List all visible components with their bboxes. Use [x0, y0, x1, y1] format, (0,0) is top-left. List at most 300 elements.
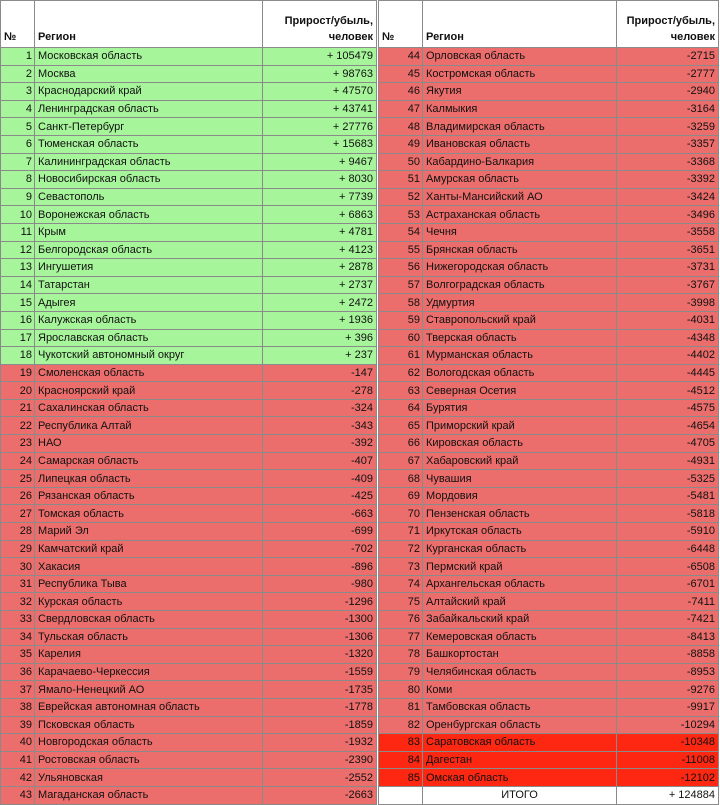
row-value: -2777 — [617, 65, 719, 83]
row-value: -1735 — [263, 681, 377, 699]
value-header-line2: человек — [670, 31, 715, 43]
row-number: 69 — [379, 487, 423, 505]
row-number: 30 — [1, 558, 35, 576]
row-value: -9276 — [617, 681, 719, 699]
table-row — [1, 435, 377, 453]
row-region: Амурская область — [423, 171, 617, 189]
table-row — [1, 452, 377, 470]
row-number: 15 — [1, 294, 35, 312]
row-number: 82 — [379, 716, 423, 734]
row-number: 18 — [1, 347, 35, 365]
table-row — [379, 382, 719, 400]
row-value: -409 — [263, 470, 377, 488]
table-row — [1, 681, 377, 699]
table-row — [379, 347, 719, 365]
row-region: Ивановская область — [423, 135, 617, 153]
table-row — [379, 135, 719, 153]
row-number: 54 — [379, 223, 423, 241]
row-number: 26 — [1, 487, 35, 505]
row-number: 10 — [1, 206, 35, 224]
row-number: 42 — [1, 769, 35, 787]
row-region: Приморский край — [423, 417, 617, 435]
row-value: -2390 — [263, 751, 377, 769]
row-number: 20 — [1, 382, 35, 400]
row-number: 85 — [379, 769, 423, 787]
row-value: -2552 — [263, 769, 377, 787]
row-value: + 27776 — [263, 118, 377, 136]
table-row — [379, 628, 719, 646]
table-row — [379, 83, 719, 101]
row-region: Крым — [35, 223, 263, 241]
row-value: -3767 — [617, 276, 719, 294]
row-number: 70 — [379, 505, 423, 523]
row-number: 36 — [1, 663, 35, 681]
row-region: Камчатский край — [35, 540, 263, 558]
row-number: 19 — [1, 364, 35, 382]
row-number: 3 — [1, 83, 35, 101]
table-row — [379, 505, 719, 523]
row-value: -3496 — [617, 206, 719, 224]
table-row — [379, 470, 719, 488]
row-region: Архангельская область — [423, 575, 617, 593]
num-header: № — [1, 1, 35, 48]
table-row — [379, 223, 719, 241]
row-region: Ингушетия — [35, 259, 263, 277]
row-number: 71 — [379, 523, 423, 541]
table-row — [1, 347, 377, 365]
table-row — [379, 206, 719, 224]
row-number: 21 — [1, 399, 35, 417]
row-region: Удмуртия — [423, 294, 617, 312]
row-region: Курская область — [35, 593, 263, 611]
table-row — [1, 153, 377, 171]
row-region: Севастополь — [35, 188, 263, 206]
row-number: 11 — [1, 223, 35, 241]
row-value: -3164 — [617, 100, 719, 118]
row-value: + 15683 — [263, 135, 377, 153]
table-row — [1, 540, 377, 558]
table-row — [379, 452, 719, 470]
row-region: Ставропольский край — [423, 311, 617, 329]
row-region: Забайкальский край — [423, 611, 617, 629]
row-number: 2 — [1, 65, 35, 83]
region-header: Регион — [35, 1, 263, 48]
row-region: Волгоградская область — [423, 276, 617, 294]
row-value: -2940 — [617, 83, 719, 101]
table-row — [379, 734, 719, 752]
row-region: Дагестан — [423, 751, 617, 769]
row-value: -1300 — [263, 611, 377, 629]
row-number: 58 — [379, 294, 423, 312]
header-row — [379, 1, 719, 48]
total-row — [379, 786, 719, 804]
table-row — [1, 769, 377, 787]
row-region: Алтайский край — [423, 593, 617, 611]
row-number: 50 — [379, 153, 423, 171]
row-number: 38 — [1, 698, 35, 716]
row-number: 43 — [1, 786, 35, 804]
row-number: 66 — [379, 435, 423, 453]
row-value: -10348 — [617, 734, 719, 752]
row-region: Пермский край — [423, 558, 617, 576]
row-number: 51 — [379, 171, 423, 189]
row-region: Саратовская область — [423, 734, 617, 752]
row-value: -4931 — [617, 452, 719, 470]
row-number: 67 — [379, 452, 423, 470]
row-number: 61 — [379, 347, 423, 365]
row-value: + 43741 — [263, 100, 377, 118]
row-region: Брянская область — [423, 241, 617, 259]
row-value: -5818 — [617, 505, 719, 523]
row-value: -1559 — [263, 663, 377, 681]
row-number: 44 — [379, 48, 423, 66]
table-row — [379, 48, 719, 66]
table-row — [1, 734, 377, 752]
value-header-line1: Прирост/убыль, — [626, 15, 715, 27]
row-region: Коми — [423, 681, 617, 699]
row-value: -5325 — [617, 470, 719, 488]
row-value: -4445 — [617, 364, 719, 382]
row-value: -9917 — [617, 698, 719, 716]
row-region: Липецкая область — [35, 470, 263, 488]
table-row — [1, 417, 377, 435]
table-row — [1, 505, 377, 523]
row-region: Республика Алтай — [35, 417, 263, 435]
row-region: Костромская область — [423, 65, 617, 83]
row-region: Ярославская область — [35, 329, 263, 347]
row-value: -1306 — [263, 628, 377, 646]
table-row — [1, 382, 377, 400]
row-number: 77 — [379, 628, 423, 646]
row-number: 57 — [379, 276, 423, 294]
table-row — [1, 65, 377, 83]
row-value: -3558 — [617, 223, 719, 241]
row-value: -4031 — [617, 311, 719, 329]
row-value: -7421 — [617, 611, 719, 629]
table-row — [1, 259, 377, 277]
row-value: -343 — [263, 417, 377, 435]
row-number: 7 — [1, 153, 35, 171]
row-number: 65 — [379, 417, 423, 435]
table-row — [1, 751, 377, 769]
row-number: 33 — [1, 611, 35, 629]
row-number: 79 — [379, 663, 423, 681]
table-row — [1, 611, 377, 629]
row-value: + 105479 — [263, 48, 377, 66]
row-region: НАО — [35, 435, 263, 453]
table-row — [379, 311, 719, 329]
row-value: + 2472 — [263, 294, 377, 312]
row-number: 29 — [1, 540, 35, 558]
row-value: -11008 — [617, 751, 719, 769]
row-number: 72 — [379, 540, 423, 558]
row-number: 49 — [379, 135, 423, 153]
table-row — [379, 294, 719, 312]
row-number: 37 — [1, 681, 35, 699]
row-region: Ленинградская область — [35, 100, 263, 118]
table-row — [1, 786, 377, 804]
table-row — [379, 593, 719, 611]
row-region: Бурятия — [423, 399, 617, 417]
table-row — [379, 751, 719, 769]
table-row — [1, 716, 377, 734]
row-number: 22 — [1, 417, 35, 435]
row-number: 27 — [1, 505, 35, 523]
row-value: + 6863 — [263, 206, 377, 224]
row-number: 41 — [1, 751, 35, 769]
row-region: Адыгея — [35, 294, 263, 312]
row-region: Москва — [35, 65, 263, 83]
row-number: 4 — [1, 100, 35, 118]
table-row — [1, 171, 377, 189]
row-number: 13 — [1, 259, 35, 277]
row-region: Орловская область — [423, 48, 617, 66]
row-number: 63 — [379, 382, 423, 400]
row-region: Чукотский автономный округ — [35, 347, 263, 365]
row-number: 34 — [1, 628, 35, 646]
row-region: Самарская область — [35, 452, 263, 470]
row-region: Ростовская область — [35, 751, 263, 769]
row-region: Псковская область — [35, 716, 263, 734]
row-number: 23 — [1, 435, 35, 453]
row-region: Оренбургская область — [423, 716, 617, 734]
table-row — [379, 364, 719, 382]
row-number: 40 — [1, 734, 35, 752]
row-number: 14 — [1, 276, 35, 294]
table-row — [1, 118, 377, 136]
row-region: Кемеровская область — [423, 628, 617, 646]
row-value: -3368 — [617, 153, 719, 171]
row-number: 76 — [379, 611, 423, 629]
row-number: 35 — [1, 646, 35, 664]
row-value: -1296 — [263, 593, 377, 611]
row-number: 45 — [379, 65, 423, 83]
row-number: 68 — [379, 470, 423, 488]
row-region: Башкортостан — [423, 646, 617, 664]
table-row — [1, 523, 377, 541]
row-number: 53 — [379, 206, 423, 224]
row-value: -702 — [263, 540, 377, 558]
row-value: -1320 — [263, 646, 377, 664]
row-region: Нижегородская область — [423, 259, 617, 277]
row-value: -1932 — [263, 734, 377, 752]
row-region: Томская область — [35, 505, 263, 523]
row-number: 32 — [1, 593, 35, 611]
row-region: Марий Эл — [35, 523, 263, 541]
right-table — [378, 0, 719, 805]
table-row — [379, 487, 719, 505]
row-value: + 47570 — [263, 83, 377, 101]
table-row — [379, 716, 719, 734]
row-value: + 1936 — [263, 311, 377, 329]
row-region: Смоленская область — [35, 364, 263, 382]
row-region: Владимирская область — [423, 118, 617, 136]
table-row — [379, 153, 719, 171]
table-row — [379, 329, 719, 347]
row-value: -8858 — [617, 646, 719, 664]
row-region: Калмыкия — [423, 100, 617, 118]
row-region: Кировская область — [423, 435, 617, 453]
row-value: -6508 — [617, 558, 719, 576]
row-value: -1859 — [263, 716, 377, 734]
row-region: Тамбовская область — [423, 698, 617, 716]
row-number: 5 — [1, 118, 35, 136]
row-value: -324 — [263, 399, 377, 417]
table-row — [379, 663, 719, 681]
row-value: -3424 — [617, 188, 719, 206]
row-number: 52 — [379, 188, 423, 206]
table-row — [1, 364, 377, 382]
row-region: Красноярский край — [35, 382, 263, 400]
table-row — [379, 435, 719, 453]
row-number: 73 — [379, 558, 423, 576]
row-number: 62 — [379, 364, 423, 382]
table-row — [379, 100, 719, 118]
row-value: -3998 — [617, 294, 719, 312]
table-row — [379, 558, 719, 576]
table-row — [379, 241, 719, 259]
row-number: 55 — [379, 241, 423, 259]
row-value: -3259 — [617, 118, 719, 136]
row-value: -6701 — [617, 575, 719, 593]
table-row — [379, 65, 719, 83]
region-header: Регион — [423, 1, 617, 48]
value-header-line1: Прирост/убыль, — [284, 15, 373, 27]
row-region: Магаданская область — [35, 786, 263, 804]
row-number: 39 — [1, 716, 35, 734]
table-row — [379, 276, 719, 294]
left-table-body — [1, 48, 377, 805]
row-value: -392 — [263, 435, 377, 453]
row-number: 56 — [379, 259, 423, 277]
row-region: Астраханская область — [423, 206, 617, 224]
row-region: Воронежская область — [35, 206, 263, 224]
row-region: Иркутская область — [423, 523, 617, 541]
table-row — [1, 628, 377, 646]
row-number: 12 — [1, 241, 35, 259]
row-number: 64 — [379, 399, 423, 417]
table-row — [379, 171, 719, 189]
row-region: Карачаево-Черкессия — [35, 663, 263, 681]
row-number: 75 — [379, 593, 423, 611]
right-table-body — [379, 48, 719, 787]
row-region: Пензенская область — [423, 505, 617, 523]
row-region: Калининградская область — [35, 153, 263, 171]
table-row — [1, 188, 377, 206]
row-value: -3731 — [617, 259, 719, 277]
row-value: + 396 — [263, 329, 377, 347]
row-region: Вологодская область — [423, 364, 617, 382]
row-region: Сахалинская область — [35, 399, 263, 417]
total-empty-cell — [379, 786, 423, 804]
table-row — [379, 523, 719, 541]
row-value: + 2737 — [263, 276, 377, 294]
table-row — [1, 100, 377, 118]
table-row — [1, 135, 377, 153]
row-number: 1 — [1, 48, 35, 66]
row-number: 81 — [379, 698, 423, 716]
table-row — [379, 769, 719, 787]
row-region: Курганская область — [423, 540, 617, 558]
row-number: 80 — [379, 681, 423, 699]
table-row — [379, 698, 719, 716]
row-value: -2663 — [263, 786, 377, 804]
row-region: Якутия — [423, 83, 617, 101]
row-value: -699 — [263, 523, 377, 541]
table-row — [379, 417, 719, 435]
row-value: + 8030 — [263, 171, 377, 189]
row-number: 24 — [1, 452, 35, 470]
row-region: Республика Тыва — [35, 575, 263, 593]
row-number: 28 — [1, 523, 35, 541]
row-number: 17 — [1, 329, 35, 347]
table-row — [1, 223, 377, 241]
row-value: -8953 — [617, 663, 719, 681]
row-number: 46 — [379, 83, 423, 101]
row-region: Калужская область — [35, 311, 263, 329]
row-value: -2715 — [617, 48, 719, 66]
table-row — [1, 311, 377, 329]
row-value: -4654 — [617, 417, 719, 435]
row-number: 9 — [1, 188, 35, 206]
row-number: 48 — [379, 118, 423, 136]
table-row — [1, 487, 377, 505]
table-row — [1, 663, 377, 681]
table-row — [379, 575, 719, 593]
total-value: + 124884 — [617, 786, 719, 804]
row-value: + 2878 — [263, 259, 377, 277]
row-number: 16 — [1, 311, 35, 329]
table-row — [1, 48, 377, 66]
row-value: -8413 — [617, 628, 719, 646]
row-number: 25 — [1, 470, 35, 488]
row-value: -4705 — [617, 435, 719, 453]
row-value: -6448 — [617, 540, 719, 558]
row-number: 6 — [1, 135, 35, 153]
row-value: -12102 — [617, 769, 719, 787]
row-region: Мордовия — [423, 487, 617, 505]
row-region: Хакасия — [35, 558, 263, 576]
table-row — [379, 681, 719, 699]
row-region: Еврейская автономная область — [35, 698, 263, 716]
row-value: -4402 — [617, 347, 719, 365]
row-region: Чувашия — [423, 470, 617, 488]
row-value: -3392 — [617, 171, 719, 189]
table-row — [1, 206, 377, 224]
row-region: Кабардино-Балкария — [423, 153, 617, 171]
row-value: -896 — [263, 558, 377, 576]
row-region: Тверская область — [423, 329, 617, 347]
row-value: -425 — [263, 487, 377, 505]
row-number: 84 — [379, 751, 423, 769]
row-value: -663 — [263, 505, 377, 523]
row-value: -3357 — [617, 135, 719, 153]
row-region: Московская область — [35, 48, 263, 66]
row-value: + 9467 — [263, 153, 377, 171]
table-row — [1, 558, 377, 576]
row-value: -980 — [263, 575, 377, 593]
row-number: 60 — [379, 329, 423, 347]
row-region: Северная Осетия — [423, 382, 617, 400]
row-value: -5481 — [617, 487, 719, 505]
row-region: Тульская область — [35, 628, 263, 646]
total-label: ИТОГО — [423, 786, 617, 804]
table-row — [1, 83, 377, 101]
row-number: 74 — [379, 575, 423, 593]
row-region: Чечня — [423, 223, 617, 241]
table-row — [1, 698, 377, 716]
table-row — [1, 646, 377, 664]
